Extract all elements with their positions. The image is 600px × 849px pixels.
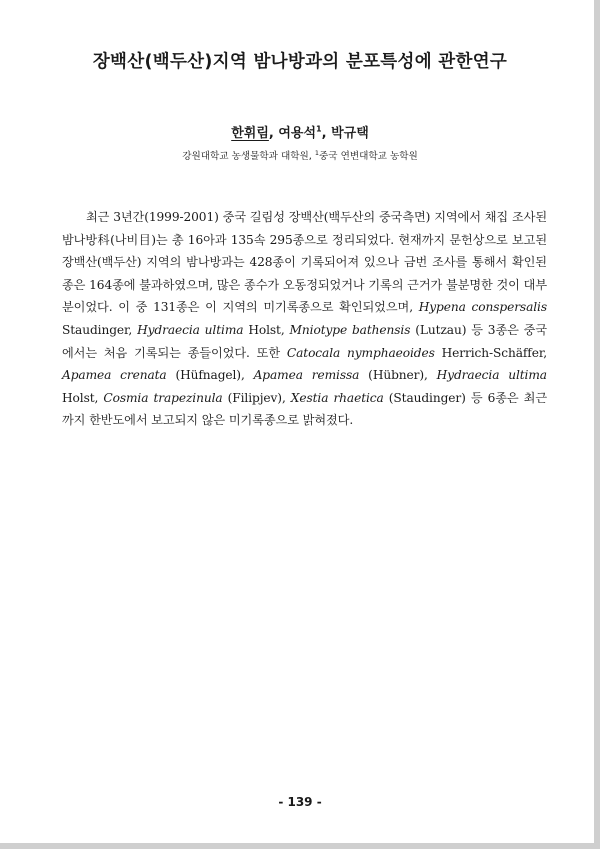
species-name: Apamea remissa [253,368,360,383]
affiliation-secondary: 중국 연변대학교 농학원 [319,151,418,162]
page-number: - 139 - [278,795,322,809]
author-line [0,122,600,141]
species-name: Hydraecia ultima [137,322,244,337]
species-name: Mniotype bathensis [289,322,411,337]
abstract-text: (Lutzau) 등 3종은 중국에서는 처음 기록되는 종들이었다. 또한 [62,322,548,360]
paper-title: 장백산(백두산)지역 밤나방과의 분포특성에 관한연구 [92,52,508,72]
abstract-text: (Filipjev), [222,390,291,405]
affiliation-mark: 1 [314,148,320,157]
abstract-text: (Hübner), [359,368,437,383]
abstract-text: (Hüfnagel), [166,368,254,383]
abstract-text: 최근 3년간(1999-2001) 중국 길림성 장백산(백두산의 중국측면) 지역에서 채집 조사된 밤나방科(나비目)는 총 16아과 135속 295종으로 정리되었다. 현재까지 문헌상으로 보고된 장백산(백두산) 지역의 밤나방과는 428종이 기록되어져 있으나 금번 조사를 통해서 확인된 종은 164종에 불과하였으며, 많은 종수가 오동정되었거나 기록의 근거가 불분명한 것이 대부분이었다. 이 중 131종은 이 지역의 미기록종으로 확인되었으며, [62,210,547,315]
author-separator: , [268,126,279,141]
affiliation-line [0,148,600,162]
abstract-paragraph [62,206,547,432]
species-name: Hydraecia ultima [436,368,547,383]
author-third: 박규택 [331,126,369,141]
abstract-text: Staudinger, [62,322,138,337]
abstract [62,206,547,432]
species-name: Cosmia trapezinula [103,390,223,405]
author-separator: , [321,126,332,141]
author-second: 여용석 [278,126,317,141]
abstract-text: Herrich-Schäffer, [434,345,547,360]
species-name: Hypena conspersalis [418,300,547,315]
abstract-text: (Staudinger) 등 6종은 최근까지 한반도에서 보고되지 않은 미기록종으로 밝혀졌다. [62,390,547,428]
affiliation-main: 강원대학교 농생물학과 대학원, [182,151,315,162]
abstract-text: Holst, [62,390,104,405]
species-name: Apamea crenata [62,368,167,383]
affiliation-mark: 1 [316,124,322,134]
abstract-text: Holst, [243,322,290,337]
author-first: 한휘림 [231,126,269,141]
species-name: Catocala nymphaeoides [286,345,435,360]
species-name: Xestia rhaetica [290,390,384,405]
